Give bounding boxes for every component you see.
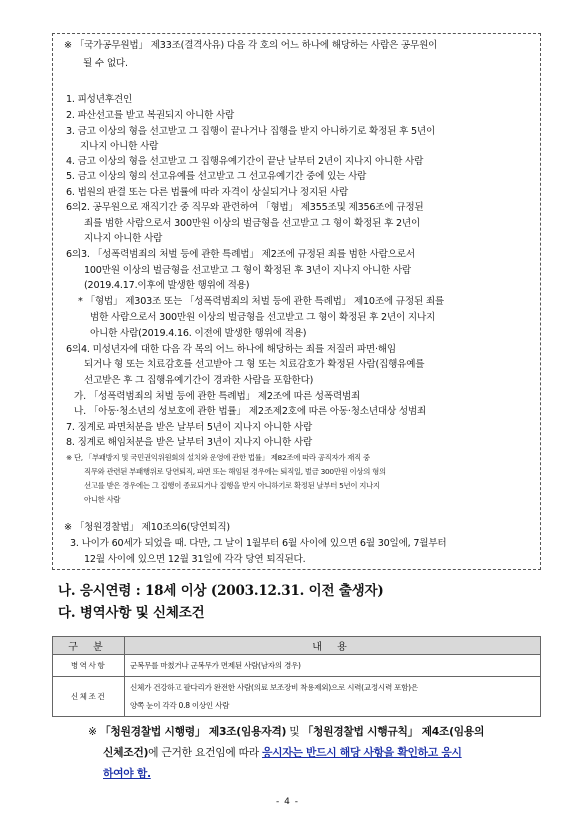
list-item: 되거나 형 또는 치료감호를 선고받아 그 형 또는 치료감호가 확정된 사람(집행유예를 <box>84 359 425 370</box>
requirements-table <box>52 636 541 717</box>
table-row <box>53 677 541 717</box>
list-item: 7. 징계로 파면처분을 받은 날부터 5년이 지나지 아니한 사람 <box>66 422 313 433</box>
row-content-line: 양쪽 눈이 각각 0.8 이상인 사람 <box>130 700 230 710</box>
note-law-2: 「청원경찰법 시행규칙」 제4조(임용의 <box>302 725 485 738</box>
list-item: 아니한 사람(2019.4.16. 이전에 발생한 행위에 적용) <box>90 328 307 339</box>
list-item: * 「형법」 제303조 또는 「성폭력범죄의 처벌 등에 관한 특례법」 제10조에 규정된 죄를 <box>78 296 444 307</box>
row-content-line: 군복무를 마쳤거나 군복무가 면제된 사람(남자의 경우) <box>130 661 301 670</box>
note-law-2-cont: 신체조건) <box>103 746 149 759</box>
list-item: 1. 피성년후견인 <box>66 94 133 105</box>
list-item: 지나지 아니한 사람 <box>80 141 159 152</box>
list-item: 선고받은 후 그 집행유예기간이 경과한 사람을 포함한다) <box>84 375 314 386</box>
footnote-line: 선고를 받은 경우에는 그 집행이 종료되거나 집행을 받지 아니하기로 확정된 날부터 5년이 지나지 <box>84 481 380 490</box>
notice-intro-line-2: 될 수 없다. <box>83 58 128 69</box>
list-item: 나. 「아동·청소년의 성보호에 관한 법률」 제2조제2호에 따른 아동·청소년대상 성범죄 <box>74 406 427 417</box>
table-header: 구 분 <box>53 637 125 655</box>
page-number: - 4 - <box>276 797 299 807</box>
note-marker: ※ <box>88 725 97 738</box>
police-law-line: 3. 나이가 60세가 되었을 때. 다만, 그 날이 1월부터 6월 사이에 있으면 6월 30일에, 7월부터 <box>70 538 447 549</box>
note-emphasis: 응시자는 반드시 해당 사항을 확인하고 응시 <box>261 746 462 759</box>
police-law-title: ※ 「청원경찰법」 제10조의6(당연퇴직) <box>64 522 230 533</box>
list-item: 6의3. 「성폭력범죄의 처벌 등에 관한 특례법」 제2조에 규정된 죄를 범한 사람으로서 <box>66 249 415 260</box>
row-content-military <box>125 655 541 677</box>
list-item: 지나지 아니한 사람 <box>84 233 163 244</box>
list-item: 3. 금고 이상의 형을 선고받고 그 집행이 끝나거나 집행을 받지 아니하기로 확정된 후 5년이 <box>66 126 436 137</box>
list-item: 범한 사람으로서 300만원 이상의 벌금형을 선고받고 그 형이 확정된 후 2년이 지나지 <box>90 312 436 323</box>
list-item: 2. 파산선고를 받고 복권되지 아니한 사람 <box>66 110 235 121</box>
list-item: 5. 금고 이상의 형의 선고유예를 선고받고 그 선고유예기간 중에 있는 사람 <box>66 171 367 182</box>
row-content-line: 신체가 건강하고 팔다리가 완전한 사람(의료 보조장비 착용제외)으로 시력(교정시력 포함)은 <box>130 682 418 692</box>
table-header: 내 용 <box>125 637 541 655</box>
section-heading-military: 다. 병역사항 및 신체조건 <box>58 605 205 621</box>
note-law-1: 「청원경찰법 시행령」 제3조(임용자격) <box>99 725 287 738</box>
list-item: 6의4. 미성년자에 대한 다음 각 목의 어느 하나에 해당하는 죄를 저질러 파면·해임 <box>66 344 396 355</box>
note-and: 및 <box>286 725 303 738</box>
list-item: 6의2. 공무원으로 재직기간 중 직무와 관련하여 「형법」 제355조및 제356조에 규정된 <box>66 202 424 213</box>
legal-basis-note-line-3 <box>103 764 151 784</box>
list-item: 4. 금고 이상의 형을 선고받고 그 집행유예기간이 끝난 날부터 2년이 지나지 아니한 사람 <box>66 156 424 167</box>
row-label-physical: 신체조건 <box>53 677 125 717</box>
row-label-military: 병역사항 <box>53 655 125 677</box>
list-item: 가. 「성폭력범죄의 처벌 등에 관한 특례법」 제2조에 따른 성폭력범죄 <box>74 391 361 402</box>
list-item: 죄를 범한 사람으로서 300만원 이상의 벌금형을 선고받고 그 형이 확정된 후 2년이 <box>84 218 421 229</box>
table-row <box>53 655 541 677</box>
list-item: 100만원 이상의 벌금형을 선고받고 그 형이 확정된 후 3년이 지나지 아니한 사람 <box>84 265 411 276</box>
section-heading-age: 나. 응시연령 : 18세 이상 (2003.12.31. 이전 출생자) <box>58 583 384 599</box>
list-item: (2019.4.17.이후에 발생한 행위에 적용) <box>84 280 250 291</box>
notice-intro-line-1: ※ 「국가공무원법」 제33조(결격사유) 다음 각 호의 어느 하나에 해당하는 사람은 공무원이 <box>64 40 438 51</box>
list-item: 8. 징계로 해임처분을 받은 날부터 3년이 지나지 아니한 사람 <box>66 437 313 448</box>
note-mid: 에 근거한 요건임에 따라 <box>148 746 262 759</box>
legal-basis-note-line-1 <box>88 722 484 742</box>
table-header-row <box>53 637 541 655</box>
footnote-line: 직무와 관련된 부패행위로 당연퇴직, 파면 또는 해임된 경우에는 퇴직일, 벌금 300만원 이상의 형의 <box>84 467 386 476</box>
note-emphasis-cont: 하여야 함. <box>103 767 151 780</box>
police-law-line: 12월 사이에 있으면 12월 31일에 각각 당연 퇴직된다. <box>84 554 306 565</box>
list-item: 6. 법원의 판결 또는 다른 법률에 따라 자격이 상실되거나 정지된 사람 <box>66 187 349 198</box>
footnote-line: 아니한 사람 <box>84 495 121 504</box>
footnote-line: ※ 단, 「부패방지 및 국민권익위원회의 설치와 운영에 관한 법률」 제82조에 따라 공직자가 재직 중 <box>66 453 370 462</box>
row-content-physical <box>125 677 541 717</box>
legal-basis-note-line-2 <box>103 743 462 763</box>
